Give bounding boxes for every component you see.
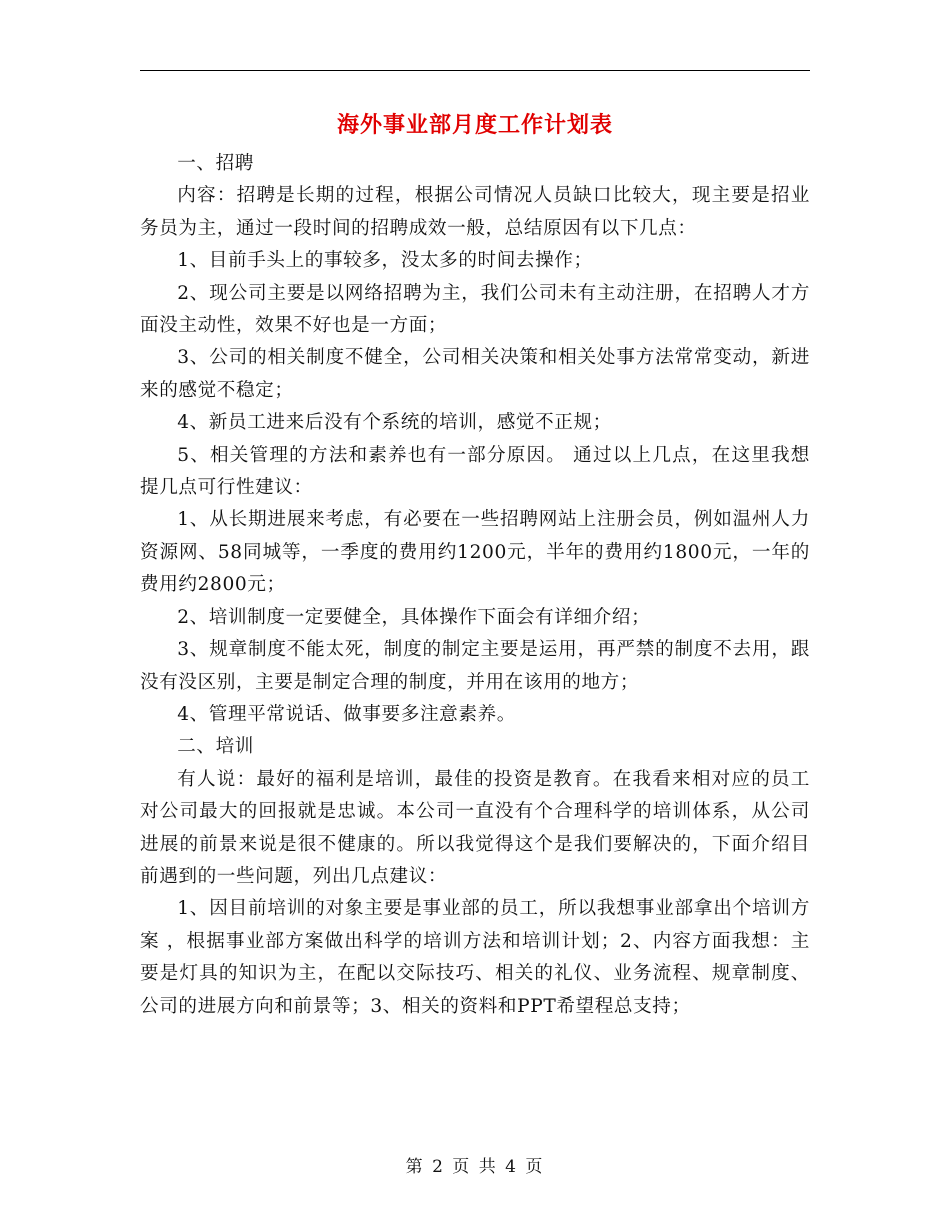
list-item: 5、相关管理的方法和素养也有一部分原因。 通过以上几点，在这里我想提几点可行性建议： — [140, 444, 810, 499]
paragraph: 有人说：最好的福利是培训，最佳的投资是教育。在我看来相对应的员工对公司最大的回报就是忠诚。本公司一直没有个合理科学的培训体系，从公司进展的前景来说是很不健康的。所以我觉得这个是我们要解决的，下面介绍目前遇到的一些问题，列出几点建议： — [140, 768, 810, 887]
list-item: 2、培训制度一定要健全，具体操作下面会有详细介绍； — [177, 606, 651, 628]
list-item: 4、管理平常说话、做事要多注意素养。 — [177, 703, 516, 725]
header-rule — [140, 70, 810, 71]
document-body — [140, 148, 810, 1023]
list-item: 4、新员工进来后没有个系统的培训，感觉不正规； — [177, 412, 612, 434]
list-item: 1、因目前培训的对象主要是事业部的员工，所以我想事业部拿出个培训方案 ，根据事业部方案做出科学的培训方法和培训计划；2、内容方面我想：主要是灯具的知识为主，在配以交际技巧、相关的礼仪、业务流程、规章制度、公司的进展方向和前景等；3、相关的资料和PPT希望程总支持； — [140, 898, 810, 1017]
page-number: 第 2 页 共 4 页 — [405, 1157, 545, 1177]
list-item: 1、从长期进展来考虑，有必要在一些招聘网站上注册会员，例如温州人力资源网、58同城等，一季度的费用约1200元，半年的费用约1800元，一年的费用约2800元； — [140, 509, 810, 596]
list-item: 2、现公司主要是以网络招聘为主，我们公司未有主动注册，在招聘人才方面没主动性，效果不好也是一方面； — [140, 282, 810, 337]
list-item: 3、规章制度不能太死，制度的制定主要是运用，再严禁的制度不去用，跟没有没区别，主要是制定合理的制度，并用在该用的地方； — [140, 639, 810, 693]
document-title: 海外事业部月度工作计划表 — [336, 112, 613, 138]
section-heading-recruitment: 一、招聘 — [177, 153, 254, 174]
section-heading-training: 二、培训 — [177, 736, 254, 758]
paragraph: 内容：招聘是长期的过程，根据公司情况人员缺口比较大，现主要是招业务员为主，通过一段时间的招聘成效一般，总结原因有以下几点： — [140, 185, 810, 239]
list-item: 1、目前手头上的事较多，没太多的时间去操作； — [177, 250, 593, 272]
list-item: 3、公司的相关制度不健全，公司相关决策和相关处事方法常常变动，新进来的感觉不稳定； — [140, 347, 810, 401]
